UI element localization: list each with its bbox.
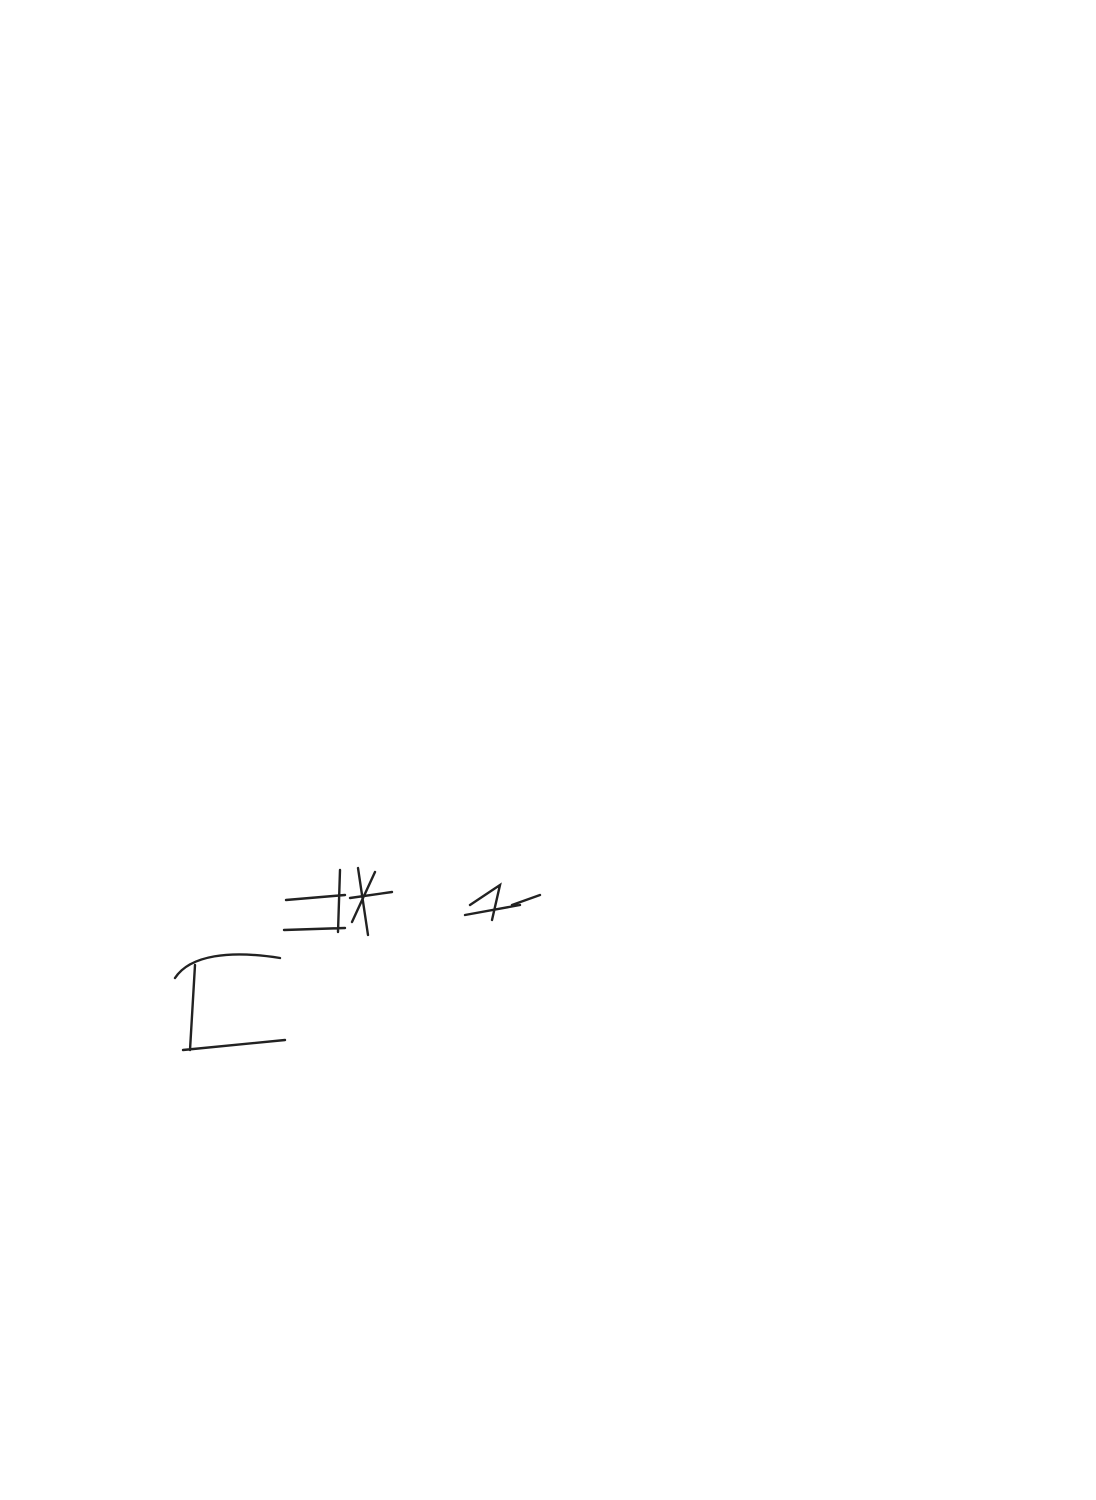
pen-scribble-mark (465, 885, 540, 920)
pen-bracket-mark (284, 870, 345, 932)
pen-scribble-mark (350, 868, 392, 935)
pen-box-mark (175, 954, 285, 1050)
